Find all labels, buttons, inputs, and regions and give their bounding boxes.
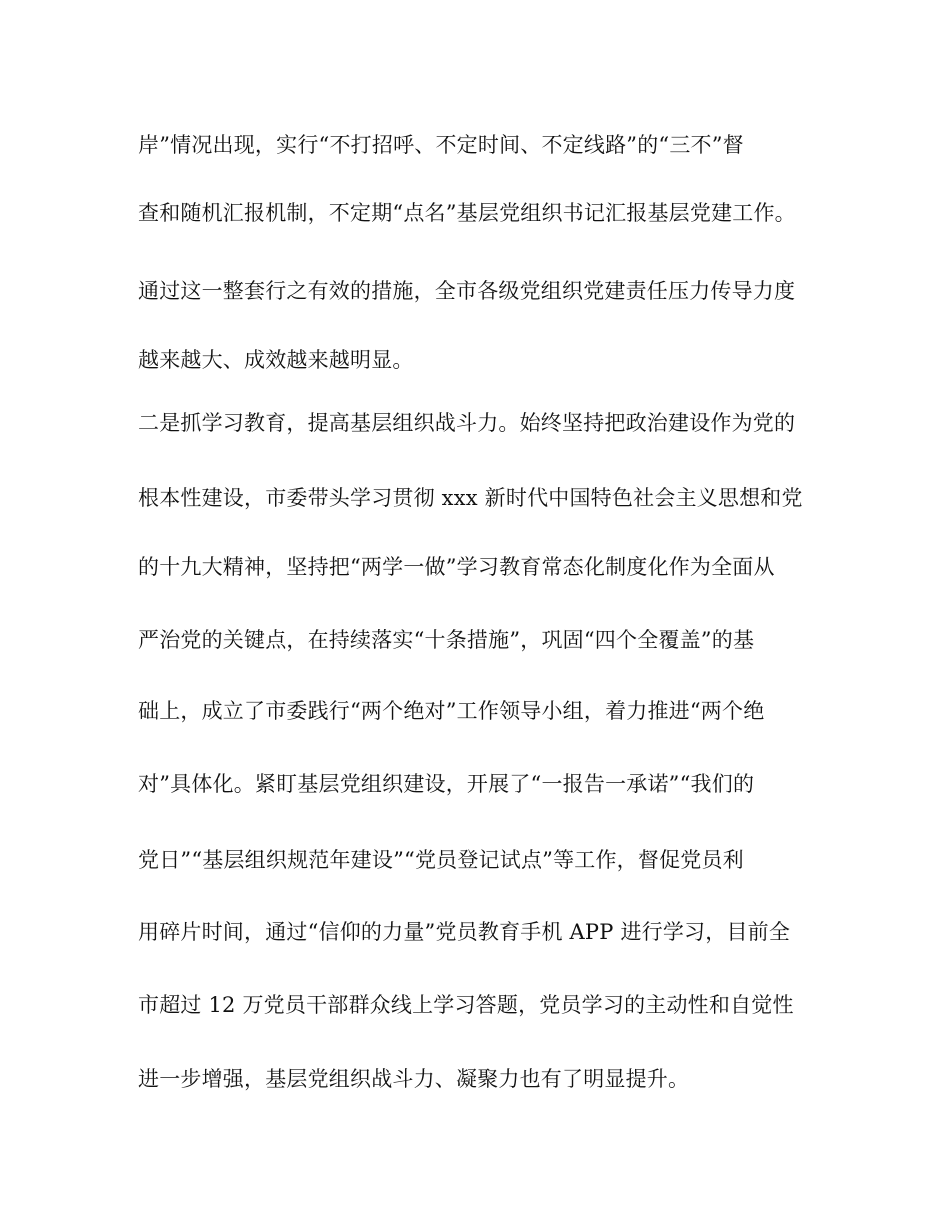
- text-line: 用碎片时间，通过“信仰的力量”党员教育手机 APP 进行学习，目前全: [138, 920, 791, 944]
- text-line: 越来越大、成效越来越明显。: [138, 348, 414, 372]
- text-line: 岸”情况出现，实行“不打招呼、不定时间、不定线路”的“三不”督: [138, 133, 744, 157]
- text-line: 础上，成立了市委践行“两个绝对”工作领导小组，着力推进“两个绝: [138, 699, 765, 723]
- text-line: 根本性建设，市委带头学习贯彻 xxx 新时代中国特色社会主义思想和党: [138, 486, 803, 510]
- text-line: 通过这一整套行之有效的措施，全市各级党组织党建责任压力传导力度: [138, 279, 796, 303]
- text-line: 严治党的关键点，在持续落实“十条措施”，巩固“四个全覆盖”的基: [138, 628, 755, 652]
- text-line: 党日”“基层组织规范年建设”“党员登记试点”等工作，督促党员利: [138, 848, 744, 872]
- text-line: 对”具体化。紧盯基层党组织建设，开展了“一报告一承诺”“我们的: [138, 772, 755, 796]
- text-line: 查和随机汇报机制，不定期“点名”基层党组织书记汇报基层党建工作。: [138, 201, 796, 225]
- text-line: 市超过 12 万党员干部群众线上学习答题，党员学习的主动性和自觉性: [138, 993, 794, 1017]
- text-line: 进一步增强，基层党组织战斗力、凝聚力也有了明显提升。: [138, 1067, 690, 1091]
- text-line: 二是抓学习教育，提高基层组织战斗力。始终坚持把政治建设作为党的: [138, 411, 796, 435]
- text-line: 的十九大精神，坚持把“两学一做”学习教育常态化制度化作为全面从: [138, 555, 775, 579]
